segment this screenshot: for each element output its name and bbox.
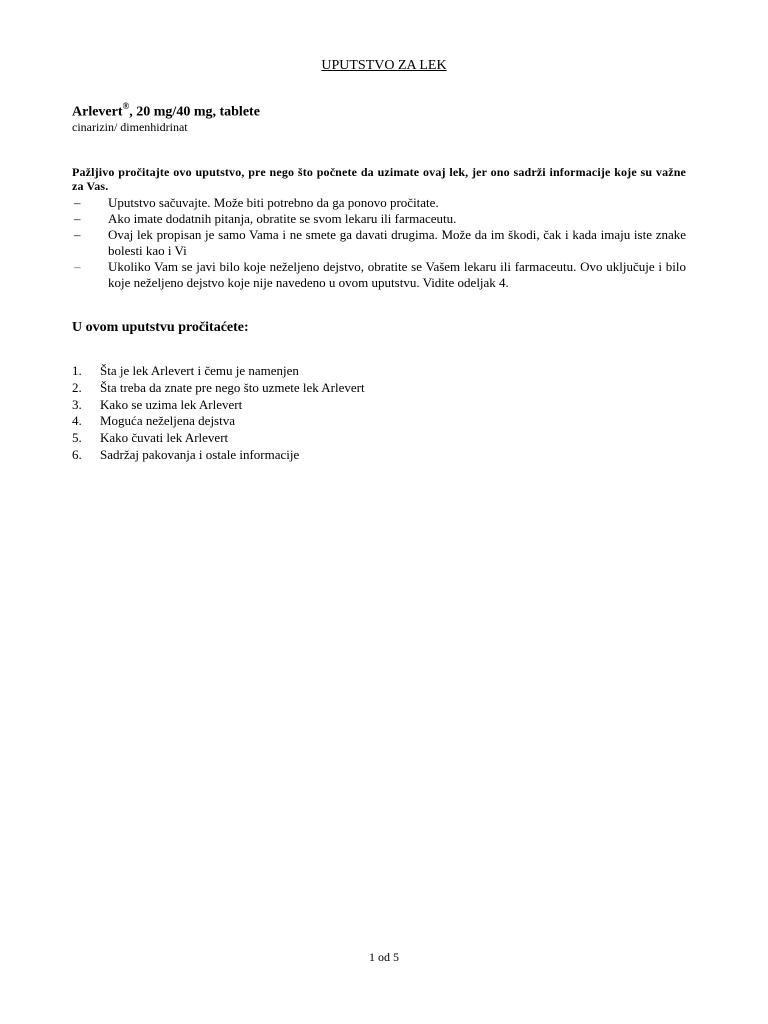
toc-item-text: Šta je lek Arlevert i čemu je namenjen <box>100 363 299 378</box>
product-name-main: Arlevert <box>72 104 123 120</box>
intro-warning: Pažljivo pročitajte ovo uputstvo, pre nego što počnete da uzimate ovaj lek, jer ono sadrži informacije koje su važne za Vas. <box>72 165 686 193</box>
list-item <box>72 211 686 227</box>
toc-item-text: Sadržaj pakovanja i ostale informacije <box>100 446 300 462</box>
toc-item-number: 5. <box>72 430 82 446</box>
list-item-text: Uputstvo sačuvajte. Može biti potrebno da ga ponovo pročitate. <box>108 195 439 210</box>
toc-item <box>72 363 365 380</box>
toc-item <box>72 380 365 397</box>
list-item <box>72 195 686 211</box>
toc-item-text: Moguća neželjena dejstva <box>100 413 235 429</box>
list-item-text: Ako imate dodatnih pitanja, obratite se svom lekaru ili farmaceutu. <box>108 211 457 226</box>
registered-mark: ® <box>122 101 130 111</box>
toc-item <box>72 447 365 464</box>
toc-item-number: 6. <box>72 446 82 462</box>
bullet-marker: – <box>74 195 81 210</box>
bullet-marker: – <box>74 259 81 274</box>
product-name <box>72 102 260 121</box>
toc-item-text: Kako se uzima lek Arlevert <box>100 396 243 412</box>
toc-item-number: 4. <box>72 413 82 429</box>
active-substances: cinarizin/ dimenhidrinat <box>72 120 188 134</box>
document-title: UPUTSTVO ZA LEK <box>321 58 447 73</box>
toc-item-number: 2. <box>72 379 82 395</box>
list-item <box>72 227 686 259</box>
list-item-text: Ovaj lek propisan je samo Vama i ne smete ga davati drugima. Može da im škodi, čak i kada imaju iste znake bolesti kao i Vi <box>108 227 686 258</box>
product-strength: , 20 mg/40 mg, tablete <box>129 104 260 120</box>
table-of-contents <box>72 363 365 464</box>
bullet-marker: – <box>74 227 81 242</box>
toc-item <box>72 430 365 447</box>
bullet-marker: – <box>74 211 81 226</box>
toc-item <box>72 413 365 430</box>
toc-item-text: Šta treba da znate pre nego što uzmete lek Arlevert <box>100 379 365 395</box>
toc-item-number: 3. <box>72 396 82 412</box>
list-item <box>72 259 686 291</box>
toc-item-text: Kako čuvati lek Arlevert <box>100 430 229 446</box>
instruction-list <box>72 195 686 291</box>
list-item-text: Ukoliko Vam se javi bilo koje neželjeno dejstvo, obratite se Vašem lekaru ili farmaceutu. Ovo uključuje i bilo koje neželjeno dejstvo koje nije navedeno u ovom uputstvu. Vidite odeljak 4. <box>108 259 686 290</box>
toc-heading: U ovom uputstvu pročitaćete: <box>72 320 249 335</box>
toc-item-number: 1. <box>72 363 82 378</box>
page-number: 1 od 5 <box>369 950 399 964</box>
toc-item <box>72 397 365 414</box>
